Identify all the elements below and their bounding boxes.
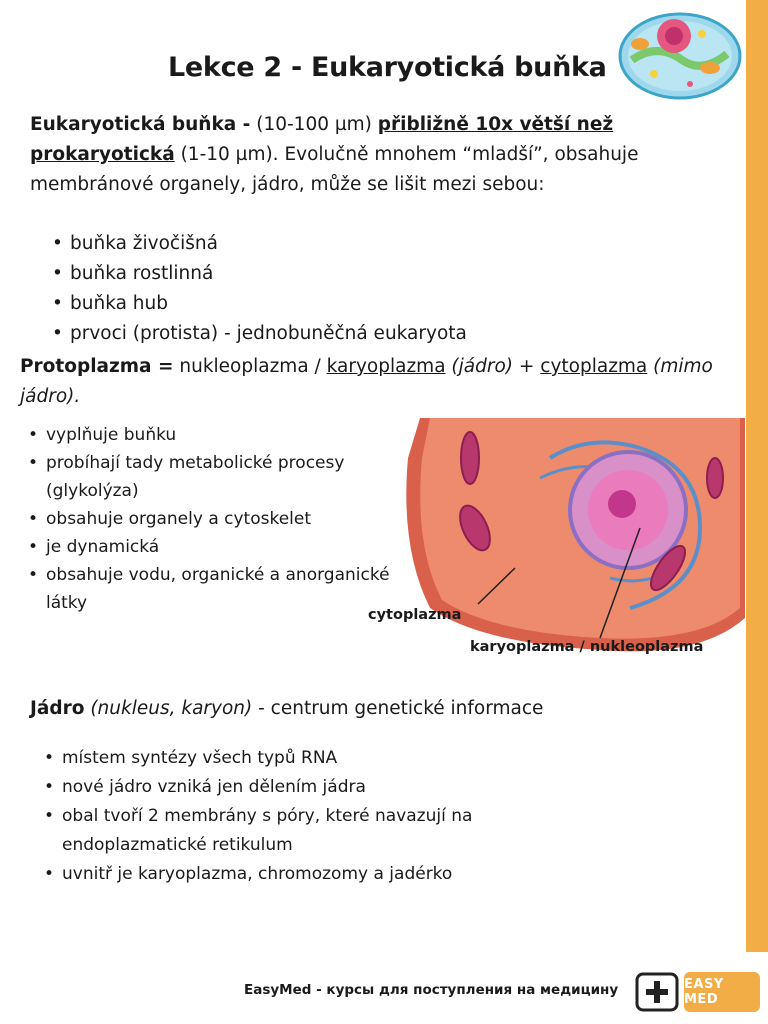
cytoplasm-term: cytoplazma	[540, 356, 648, 377]
nucleus-points-list	[40, 744, 560, 889]
protoplasm-paragraph	[20, 352, 730, 412]
intro-term: Eukaryotická buňka -	[30, 114, 251, 135]
intro-rest: (1-10 µm). Evolučně mnohem “mladší”, obsahuje membránové organely, jádro, může se lišit mezi sebou:	[30, 144, 639, 195]
list-item: • vyplňuje buňku	[24, 421, 404, 449]
list-item: • obal tvoří 2 membrány s póry, které navazují na endoplazmatické retikulum	[40, 802, 560, 860]
cell-types-list	[48, 229, 467, 349]
nucleus-latin: (nukleus, karyon)	[84, 698, 259, 719]
intro-compare: přibližně 10x větší než prokaryotická	[30, 114, 614, 165]
nucleus-paragraph	[30, 694, 710, 724]
nucleus-desc: - centrum genetické informace	[258, 698, 544, 719]
protoplasm-part: nukleoplazma /	[173, 356, 327, 377]
easymed-logo: EASY MED	[684, 972, 760, 1012]
list-item: • probíhají tady metabolické procesy (glykolýza)	[24, 449, 404, 505]
list-item: • je dynamická	[24, 533, 404, 561]
plus-sign: +	[518, 356, 541, 377]
karyoplasm-note: (jádro)	[445, 356, 519, 377]
intro-paragraph	[30, 110, 650, 200]
list-item: • uvnitř je karyoplazma, chromozomy a jadérko	[40, 860, 560, 889]
cell-illustration-icon	[612, 0, 742, 110]
cytoplasm-label: cytoplazma	[368, 607, 462, 623]
list-item: • obsahuje organely a cytoskelet	[24, 505, 404, 533]
list-item: • buňka živočišná	[48, 229, 467, 259]
protoplasm-term: Protoplazma =	[20, 356, 174, 377]
list-item: • obsahuje vodu, organické a anorganické látky	[24, 561, 404, 617]
list-item: • místem syntézy všech typů RNA	[40, 744, 560, 773]
karyoplasm-term: karyoplazma	[326, 356, 446, 377]
list-item: • prvoci (protista) - jednobuněčná eukaryota	[48, 319, 467, 349]
side-accent-bar	[746, 0, 768, 952]
cytoplasm-points-list	[24, 421, 404, 617]
list-item: • buňka hub	[48, 289, 467, 319]
cytoplasm-note: (mimo jádro).	[20, 356, 713, 407]
list-item: • nové jádro vzniká jen dělením jádra	[40, 773, 560, 802]
page-title: Lekce 2 - Eukaryotická buňka	[168, 52, 607, 83]
intro-size: (10-100 µm)	[250, 114, 378, 135]
list-item: • buňka rostlinná	[48, 259, 467, 289]
karyoplasm-label: karyoplazma / nukleoplazma	[470, 639, 704, 655]
footer-text: EasyMed - курсы для поступления на медицину	[244, 982, 619, 998]
plus-logo-icon	[635, 972, 679, 1012]
nucleus-term: Jádro	[30, 698, 85, 719]
